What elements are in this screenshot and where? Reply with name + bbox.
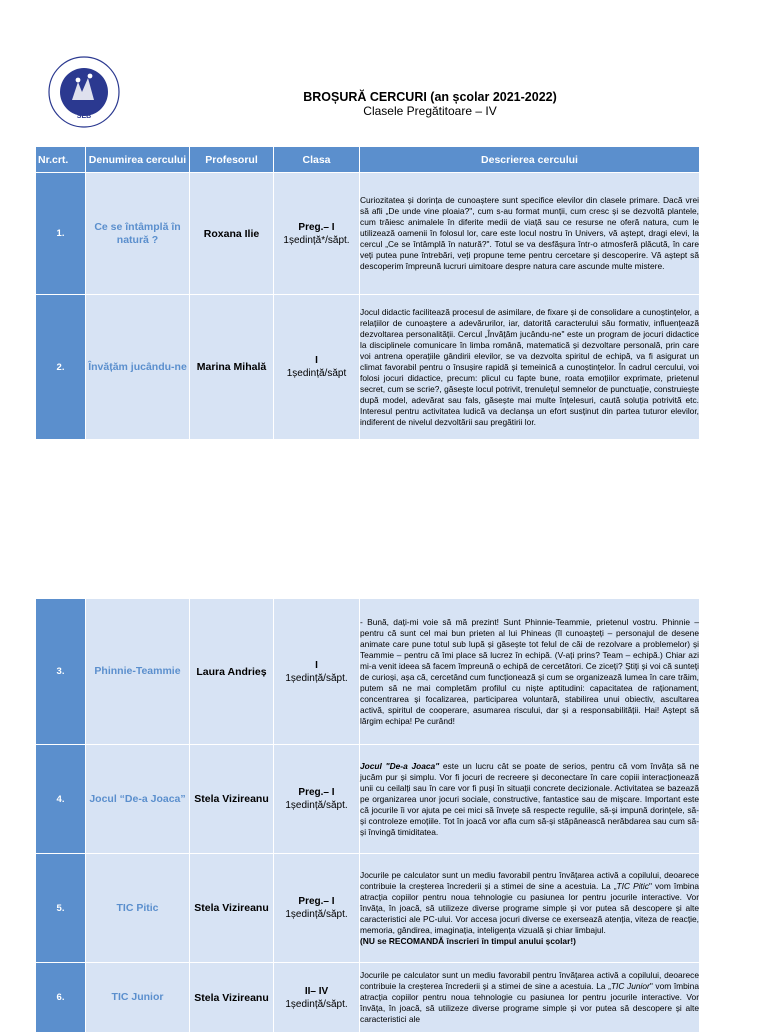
club-description bbox=[360, 854, 700, 963]
description-note: (NU se RECOMANDĂ înscrieri în timpul anului școlar!) bbox=[360, 935, 576, 946]
header-teacher: Profesorul bbox=[190, 147, 274, 173]
table-row bbox=[36, 854, 700, 963]
header-name: Denumirea cercului bbox=[86, 147, 190, 173]
teacher-name: Stela Vizireanu bbox=[190, 745, 274, 854]
table-header-row bbox=[36, 147, 700, 173]
club-description: Curiozitatea și dorința de cunoaștere sunt specifice elevilor din clasele primare. Dacă vrei să afli „De unde vine ploaia?", cum s-au format munții, cum cresc și se dezvoltă plantele, cum trăiesc animalele în diferite medii de viață sau ce resurse ne oferă natura, cum le utilizează oamenii în folosul lor, care este locul nostru în Univers, vă aștept, dragi elevi, la cercul „Ce se întâmplă în natură?". Totul se va desfășura într-o atmosferă plăcută, în care veți putea pune întrebări, veți propune teme pentru cercetare și descoperire. Vă aștept să descoperim împreună lucruri uimitoare despre natura care ascunde multe mistere. bbox=[360, 173, 700, 295]
sessions: 1ședință/săpt. bbox=[285, 800, 348, 811]
teacher-name: Marina Mihală bbox=[190, 295, 274, 440]
club-name: Ce se întâmplă în natură ? bbox=[86, 173, 190, 295]
class-cell bbox=[274, 295, 360, 440]
description-emphasis: TIC Junior bbox=[610, 981, 650, 991]
class-level: I bbox=[315, 355, 318, 366]
class-level: I bbox=[315, 659, 318, 671]
description-text: este un lucru cât se poate de serios, pentru că vom învăța să ne jucăm pur și simplu. Vor fi jocuri de recreere și deconectare în care copiii interacționează unii cu ceilalți sau în care vor fi puși în situații concrete decizionale. Activitatea se bazează pe organizarea unor jocuri sociale, constructive, fantastice sau de mișcare. Important este că jocurile îi vor ajuta pe cei mici să învețe să respecte regulile, să-și impună dorințele, să-și controleze emoțiile. Tot în joacă vor afla cum să-și stăpânească nerăbdarea sau cum să-și învingă timiditatea. bbox=[360, 760, 699, 837]
class-level: II– IV bbox=[304, 985, 329, 997]
table-row bbox=[36, 173, 700, 295]
row-number: 5. bbox=[36, 854, 86, 963]
teacher-name: Roxana Ilie bbox=[190, 173, 274, 295]
class-level: Preg.– I bbox=[298, 896, 335, 907]
teacher-name: Stela Vizireanu bbox=[190, 854, 274, 963]
club-description: Jocul didactic facilitează procesul de asimilare, de fixare și de consolidare a cunoștințelor, a relațiilor de cunoaștere a adevărurilor, iar, datorită caracterului său formativ, influențează dezvoltarea personalității. Cercul „Învățăm jucându-ne" este un program de jocuri didactice la disciplinele comunicare în limba română, matematică și dezvoltare personală, prin care voi antrena operațiile gândirii elevilor, se va dezvolta spiritul de echipă, va fi asigurat un climat favorabil pentru o însușire rapidă și temeinică a cunoștințelor. În cadrul cercului, voi folosi jocuri didactice, precum: plicul cu fapte bune, roata emoțiilor exprimate, prietenul secret, cum se scrie?, găsește locul potrivit, trenulețul semnelor de punctuație, construiește după model, adevărat sau fals, găsește mai multe înțelesuri, caută soluția potrivită etc. Interesul pentru activitatea ludică va declanșa un efort susținut din partea tuturor elevilor, indiferent de nivelul dezvoltării sau pregătirii lor. bbox=[360, 295, 700, 440]
club-description: - Bună, dați-mi voie să mă prezint! Sunt Phinnie-Teammie, prietenul vostru. Phinnie – pentru că sunt cel mai bun prieten al lui Phineas (îl cunoașteți – personajul de desene animate care pune totul sub lupă și găsește tot felul de căi de rezolvare a problemelor) și Teammie – pentru că îmi place să lucrez în echipă. (V-ați prins? Team – echipă.) Chiar azi mi-a venit ideea să facem împreună o echipă de cercetători. Ce ziceți? Știți și voi că sunteți de curioși, așa că, cercetând cum funcționează și cum se organizează lumea în care trăim, putem să ne mai completăm profilul cu niște aptitudini: capacitatea de raționament, concentrarea și focalizarea, participarea voluntară, stabilirea unui obiectiv, ascultarea activă, spiritul de cooperare, asumarea riscului, dar și a responsabilității. Hai! Aștept să lărgim echipa! Pe curând! bbox=[360, 599, 700, 745]
row-number: 3. bbox=[36, 599, 86, 745]
description-emphasis: TIC Pitic bbox=[616, 880, 649, 891]
class-cell bbox=[274, 173, 360, 295]
row-number: 4. bbox=[36, 745, 86, 854]
school-logo bbox=[48, 56, 120, 128]
class-cell bbox=[274, 854, 360, 963]
club-description bbox=[360, 745, 700, 854]
description-text: " vom îmbina atracția copiilor pentru noua tehnologie cu pasiunea lor pentru jocurile interactive. Vor învăța, în joacă, să utilizeze diverse programe simple și vor putea să descopere și alte caracteristici ale bbox=[360, 981, 699, 1024]
logo-text: SEB bbox=[76, 113, 92, 120]
header-class: Clasa bbox=[274, 147, 360, 173]
club-name: TIC Pitic bbox=[86, 854, 190, 963]
sessions: 1ședință/săpt. bbox=[285, 998, 348, 1010]
table-row bbox=[36, 745, 700, 854]
description-text: Jocurile pe calculator sunt un mediu favorabil pentru învățarea activă a copilului, deoarece contribuie la creșterea încrederii și a stimei de sine a acestuia. La „ bbox=[360, 869, 699, 891]
header-nr: Nr.crt. bbox=[36, 147, 86, 173]
club-name: Învățăm jucându-ne bbox=[86, 295, 190, 440]
row-number: 2. bbox=[36, 295, 86, 440]
sessions: 1ședință/săpt. bbox=[285, 909, 348, 920]
teacher-name: Stela Vizireanu bbox=[190, 963, 274, 1033]
class-cell bbox=[274, 963, 360, 1033]
class-level: Preg.– I bbox=[298, 221, 335, 233]
teacher-name: Laura Andrieș bbox=[190, 599, 274, 745]
row-number: 1. bbox=[36, 173, 86, 295]
description-lead: Jocul "De-a Joaca" bbox=[360, 760, 440, 771]
description-text: " vom îmbina atracția copiilor pentru noua tehnologie cu pasiunea lor pentru jocurile interactive. Vor învăța, în joacă, să utilizeze diverse programe simple și vor putea să descopere și alte caracteristici ale PC-ului. Vor accesa jocuri diverse ce exersează atenția, viteza de reacție, memoria, gândirea, imaginația, inteligența vizuală și chiar limbajul. bbox=[360, 880, 700, 935]
class-level: Preg.– I bbox=[298, 787, 335, 798]
table-row bbox=[36, 295, 700, 440]
sessions: 1ședință/săpt. bbox=[285, 672, 348, 684]
table-row bbox=[36, 963, 700, 1033]
sessions: 1ședință/săpt bbox=[286, 368, 347, 379]
club-name: TIC Junior bbox=[86, 963, 190, 1033]
clubs-table-page-1 bbox=[35, 146, 700, 440]
row-number: 6. bbox=[36, 963, 86, 1033]
table-row bbox=[36, 599, 700, 745]
description-text: Jocurile pe calculator sunt un mediu favorabil pentru învățarea activă a copilului, deoarece contribuie la creșterea încrederii și a stimei de sine a acestuia. La „ bbox=[360, 970, 699, 991]
club-name: Jocul “De-a Joaca” bbox=[86, 745, 190, 854]
header-description: Descrierea cercului bbox=[360, 147, 700, 173]
club-name: Phinnie-Teammie bbox=[86, 599, 190, 745]
class-cell bbox=[274, 599, 360, 745]
title-block bbox=[250, 90, 610, 118]
page-subtitle: Clasele Pregătitoare – IV bbox=[363, 104, 497, 118]
page-title: BROȘURĂ CERCURI (an școlar 2021-2022) bbox=[303, 90, 557, 104]
clubs-table-page-2 bbox=[35, 598, 700, 1033]
sessions: 1ședință*/săpt. bbox=[283, 234, 350, 246]
club-description bbox=[360, 963, 700, 1033]
class-cell bbox=[274, 745, 360, 854]
